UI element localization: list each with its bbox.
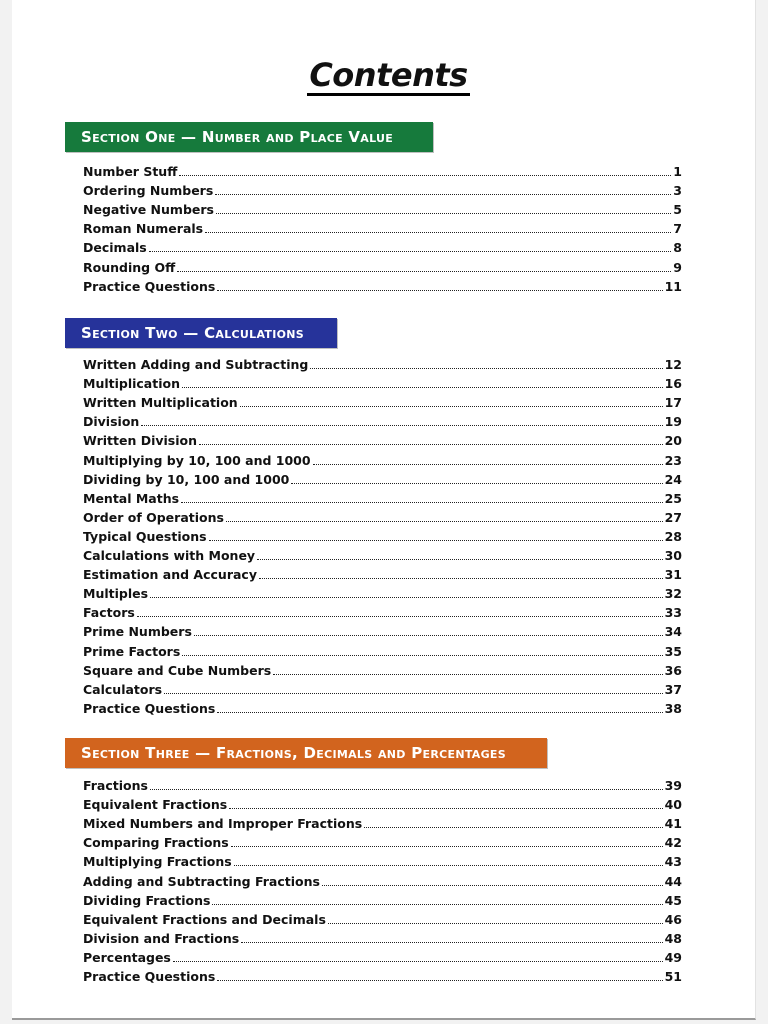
toc-entry-page: 5 (673, 202, 682, 218)
toc-entry (83, 429, 682, 448)
toc-entry-page: 7 (673, 221, 682, 237)
dot-leader (149, 251, 672, 252)
toc-entry-title: Division (83, 414, 140, 430)
toc-entry-title: Calculations with Money (83, 548, 256, 564)
section-two-heading: Section Two — Calculations (65, 318, 337, 348)
toc-entry (83, 487, 682, 506)
toc-entry-title: Ordering Numbers (83, 183, 214, 199)
dot-leader (328, 923, 663, 924)
toc-entry (83, 448, 682, 467)
toc-entry (83, 812, 682, 831)
toc-entry (83, 774, 682, 793)
toc-entry-title: Dividing Fractions (83, 892, 211, 908)
dot-leader (215, 194, 671, 195)
dot-leader (199, 444, 663, 445)
dot-leader (257, 559, 663, 560)
toc-entry (83, 582, 682, 601)
toc-entry (83, 946, 682, 965)
toc-entry-page: 36 (664, 662, 682, 678)
toc-entry-page: 11 (664, 278, 682, 294)
toc-entry-page: 41 (664, 816, 682, 832)
toc-entry (83, 236, 682, 255)
toc-entry (83, 620, 682, 639)
toc-entry-page: 8 (673, 240, 682, 256)
toc-entry-page: 44 (664, 873, 682, 889)
toc-entry-page: 12 (664, 357, 682, 373)
toc-entry (83, 889, 682, 908)
toc-entry-title: Dividing by 10, 100 and 1000 (83, 471, 290, 487)
dot-leader (212, 904, 662, 905)
toc-entry (83, 850, 682, 869)
toc-entry-title: Order of Operations (83, 509, 224, 525)
toc-entry (83, 255, 682, 274)
toc-entry (83, 179, 682, 198)
toc-entry-title: Fractions (83, 778, 148, 794)
dot-leader (231, 846, 663, 847)
toc-entry (83, 525, 682, 544)
toc-entry-page: 45 (664, 892, 682, 908)
dot-leader (234, 865, 663, 866)
toc-entry-page: 38 (664, 700, 682, 716)
dot-leader (173, 961, 663, 962)
dot-leader (182, 387, 663, 388)
toc-entry (83, 697, 682, 716)
toc-entry-title: Written Adding and Subtracting (83, 357, 309, 373)
dot-leader (194, 635, 663, 636)
section-two-list (83, 353, 682, 716)
toc-entry-page: 51 (664, 969, 682, 985)
toc-entry-page: 49 (664, 949, 682, 965)
toc-entry (83, 544, 682, 563)
toc-entry-page: 16 (664, 376, 682, 392)
toc-entry-page: 46 (664, 911, 682, 927)
dot-leader (141, 425, 662, 426)
dot-leader (240, 406, 663, 407)
section-three-heading: Section Three — Fractions, Decimals and Percentages (65, 738, 547, 768)
toc-entry (83, 639, 682, 658)
dot-leader (291, 483, 662, 484)
dot-leader (364, 827, 662, 828)
toc-entry-title: Prime Factors (83, 643, 181, 659)
toc-entry-page: 32 (664, 586, 682, 602)
toc-entry (83, 391, 682, 410)
section-three-list (83, 774, 682, 984)
dot-leader (164, 693, 663, 694)
toc-entry-page: 42 (664, 835, 682, 851)
dot-leader (177, 271, 671, 272)
toc-entry (83, 927, 682, 946)
dot-leader (205, 232, 671, 233)
dot-leader (217, 980, 662, 981)
dot-leader (273, 674, 662, 675)
dot-leader (241, 942, 662, 943)
dot-leader (150, 789, 663, 790)
dot-leader (217, 290, 662, 291)
toc-entry (83, 831, 682, 850)
toc-entry (83, 869, 682, 888)
toc-entry-title: Practice Questions (83, 278, 216, 294)
toc-entry-title: Rounding Off (83, 259, 176, 275)
toc-entry-page: 27 (664, 509, 682, 525)
toc-entry-page: 48 (664, 930, 682, 946)
contents-page (12, 0, 756, 1020)
toc-entry-page: 25 (664, 490, 682, 506)
toc-entry-title: Practice Questions (83, 700, 216, 716)
toc-entry-page: 3 (673, 183, 682, 199)
toc-entry (83, 353, 682, 372)
toc-entry-title: Written Multiplication (83, 395, 238, 411)
dot-leader (137, 616, 663, 617)
toc-entry-title: Equivalent Fractions and Decimals (83, 911, 326, 927)
toc-entry (83, 908, 682, 927)
dot-leader (179, 175, 671, 176)
dot-leader (150, 597, 663, 598)
toc-entry (83, 275, 682, 294)
toc-entry (83, 372, 682, 391)
toc-entry-title: Multiplying Fractions (83, 854, 232, 870)
toc-entry-page: 35 (664, 643, 682, 659)
toc-entry-title: Adding and Subtracting Fractions (83, 873, 320, 889)
toc-entry-page: 23 (664, 452, 682, 468)
toc-entry-page: 17 (664, 395, 682, 411)
toc-entry-title: Mixed Numbers and Improper Fractions (83, 816, 363, 832)
dot-leader (313, 464, 663, 465)
toc-entry-page: 33 (664, 605, 682, 621)
toc-entry (83, 160, 682, 179)
dot-leader (229, 808, 662, 809)
toc-entry (83, 468, 682, 487)
dot-leader (209, 540, 663, 541)
toc-entry (83, 659, 682, 678)
toc-entry-title: Decimals (83, 240, 147, 256)
toc-entry-title: Multiples (83, 586, 149, 602)
toc-entry-page: 30 (664, 548, 682, 564)
toc-entry-page: 37 (664, 681, 682, 697)
toc-entry-title: Percentages (83, 949, 171, 965)
toc-entry-page: 9 (673, 259, 682, 275)
section-one-list (83, 160, 682, 294)
toc-entry-page: 20 (664, 433, 682, 449)
toc-entry-title: Number Stuff (83, 164, 178, 180)
toc-entry-title: Estimation and Accuracy (83, 567, 257, 583)
dot-leader (182, 655, 662, 656)
toc-entry-title: Equivalent Fractions (83, 797, 228, 813)
dot-leader (226, 521, 663, 522)
toc-entry-title: Division and Fractions (83, 930, 240, 946)
toc-entry-page: 28 (664, 528, 682, 544)
toc-entry-title: Factors (83, 605, 135, 621)
toc-entry-title: Comparing Fractions (83, 835, 229, 851)
dot-leader (216, 213, 671, 214)
toc-entry-title: Roman Numerals (83, 221, 204, 237)
toc-entry (83, 410, 682, 429)
toc-entry-page: 40 (664, 797, 682, 813)
dot-leader (181, 502, 663, 503)
page-title: Contents (309, 56, 468, 94)
toc-entry (83, 793, 682, 812)
toc-entry-title: Negative Numbers (83, 202, 214, 218)
toc-entry (83, 563, 682, 582)
toc-entry (83, 506, 682, 525)
toc-entry-title: Prime Numbers (83, 624, 192, 640)
toc-entry-title: Mental Maths (83, 490, 180, 506)
toc-entry (83, 217, 682, 236)
toc-entry-title: Multiplication (83, 376, 180, 392)
section-one-heading: Section One — Number and Place Value (65, 122, 433, 152)
toc-entry-page: 31 (664, 567, 682, 583)
toc-entry-title: Multiplying by 10, 100 and 1000 (83, 452, 311, 468)
toc-entry-page: 19 (664, 414, 682, 430)
toc-entry-page: 1 (673, 164, 682, 180)
toc-entry (83, 965, 682, 984)
toc-entry-title: Calculators (83, 681, 163, 697)
toc-entry (83, 678, 682, 697)
toc-entry (83, 601, 682, 620)
toc-entry-title: Practice Questions (83, 969, 216, 985)
toc-entry-title: Typical Questions (83, 528, 207, 544)
dot-leader (322, 885, 663, 886)
dot-leader (259, 578, 663, 579)
toc-entry-page: 34 (664, 624, 682, 640)
toc-entry-title: Square and Cube Numbers (83, 662, 272, 678)
dot-leader (217, 712, 662, 713)
toc-entry-page: 39 (664, 778, 682, 794)
toc-entry-page: 43 (664, 854, 682, 870)
toc-entry-title: Written Division (83, 433, 198, 449)
toc-entry (83, 198, 682, 217)
toc-entry-page: 24 (664, 471, 682, 487)
dot-leader (310, 368, 662, 369)
